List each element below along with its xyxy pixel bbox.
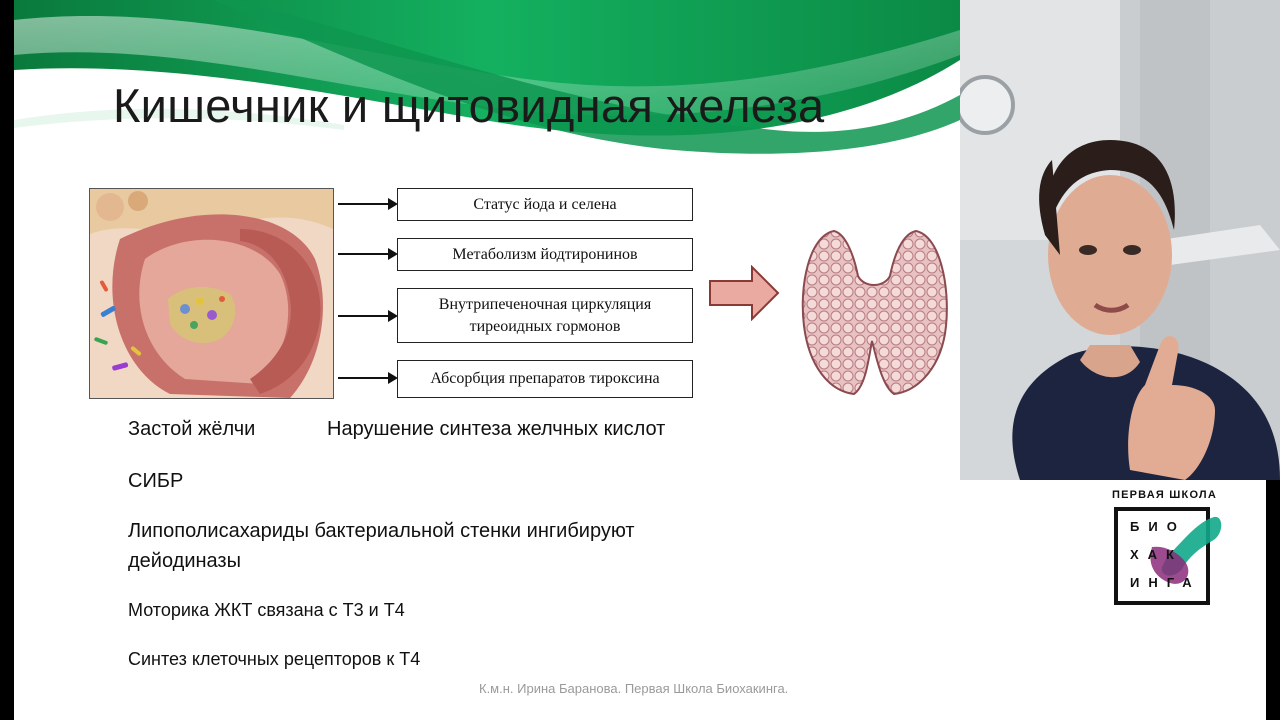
presentation-slide: [14, 0, 960, 720]
brand-row-3: ИНГА: [1130, 575, 1201, 590]
box-hepatic-circulation: [397, 288, 693, 343]
box-iodine-selenium: [397, 188, 693, 221]
bullet-gi-motility: Моторика ЖКТ связана с Т3 и Т4: [128, 600, 405, 620]
bullet-t4-receptors: Синтез клеточных рецепторов к Т4: [128, 649, 421, 669]
box-label: Абсорбция препаратов тироксина: [430, 370, 660, 387]
bullet-bile-stasis: Застой жёлчи: [128, 418, 256, 440]
school-brand-logo: [1112, 489, 1222, 590]
brand-top-label: ПЕРВАЯ ШКОЛА: [1112, 489, 1217, 501]
bullet-bile-acid-synthesis: Нарушение синтеза желчных кислот: [327, 418, 666, 440]
box-label: Метаболизм йодтиронинов: [452, 245, 638, 263]
thyroid-gland-illustration: [794, 226, 954, 396]
brand-row-1: БИО: [1130, 519, 1186, 534]
bullet-lps-line1: Липополисахариды бактериальной стенки ингибируют: [128, 520, 635, 542]
bullet-lps-line2: дейодиназы: [128, 550, 241, 572]
speaker-video-feed: [960, 0, 1280, 480]
box-thyroxine-absorption: [397, 360, 693, 398]
box-label: Внутрипеченочная циркуляция тиреоидных гормонов: [438, 295, 652, 335]
box-label: Статус йода и селена: [473, 195, 617, 213]
slide-title: Кишечник и щитовидная железа: [113, 79, 825, 132]
slide-footer: К.м.н. Ирина Баранова. Первая Школа Биохакинга.: [479, 681, 789, 696]
arrow-3: [338, 315, 390, 317]
right-arrow-icon: [708, 265, 780, 321]
bullet-sibo: СИБР: [128, 470, 184, 492]
arrow-1: [338, 203, 390, 205]
brand-row-2: ХАК: [1130, 547, 1183, 562]
speaker-video-image: [960, 0, 1280, 480]
brand-logo-box: [1114, 507, 1210, 605]
box-iodothyronine-metabolism: [397, 238, 693, 271]
intestine-illustration: [89, 188, 334, 399]
arrow-2: [338, 253, 390, 255]
arrow-4: [338, 377, 390, 379]
